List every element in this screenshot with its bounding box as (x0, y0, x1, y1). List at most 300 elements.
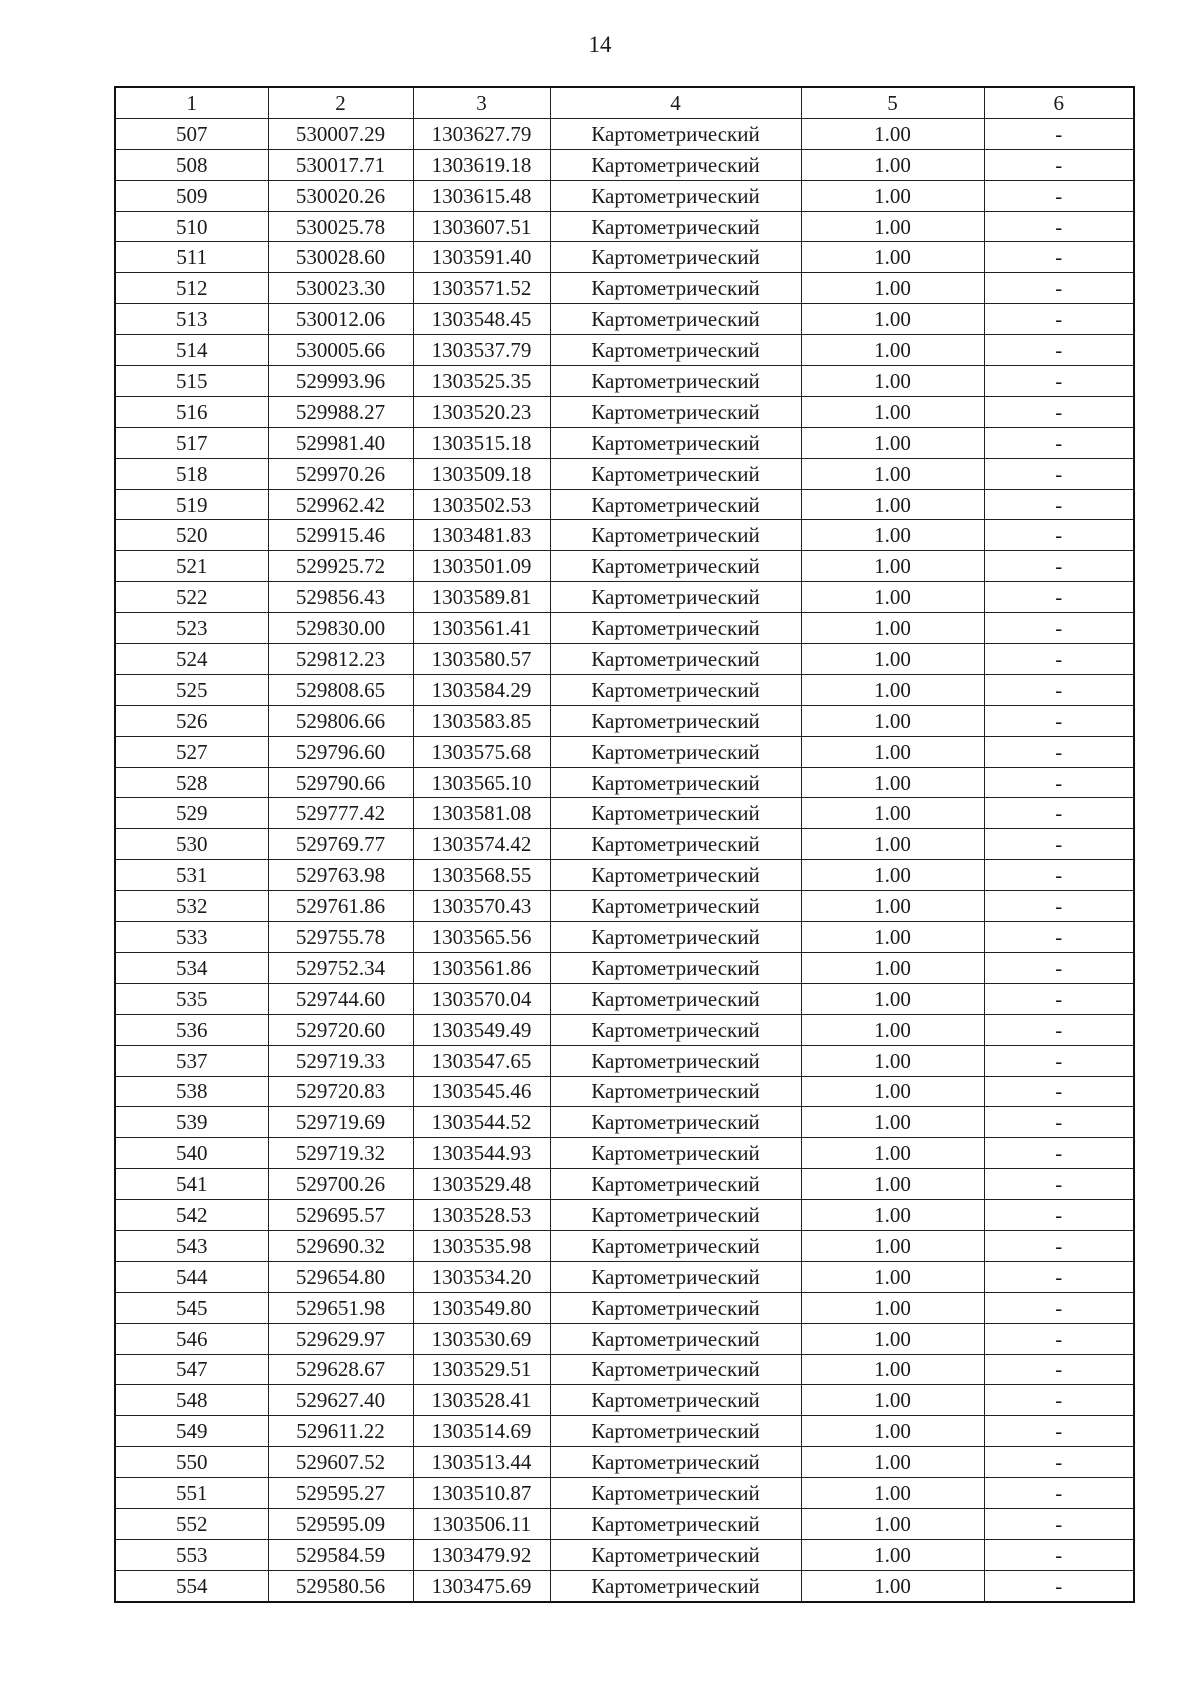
table-cell: 1.00 (801, 798, 984, 829)
table-cell: 1.00 (801, 1138, 984, 1169)
table-cell: 532 (115, 891, 268, 922)
table-cell: 529769.77 (268, 829, 413, 860)
table-cell: 1.00 (801, 582, 984, 613)
table-cell: 1.00 (801, 1478, 984, 1509)
table-cell: - (984, 396, 1134, 427)
table-cell: 1303535.98 (413, 1230, 550, 1261)
table-cell: 509 (115, 180, 268, 211)
table-cell: 543 (115, 1230, 268, 1261)
table-cell: 530020.26 (268, 180, 413, 211)
table-cell: - (984, 1416, 1134, 1447)
table-cell: - (984, 118, 1134, 149)
table-cell: 519 (115, 489, 268, 520)
table-cell: 1.00 (801, 180, 984, 211)
table-cell: 529627.40 (268, 1385, 413, 1416)
table-cell: - (984, 1230, 1134, 1261)
table-cell: - (984, 1570, 1134, 1601)
table-cell: 518 (115, 458, 268, 489)
table-row (115, 1416, 1134, 1447)
table-row (115, 489, 1134, 520)
table-cell: 529806.66 (268, 705, 413, 736)
table-cell: Картометрический (550, 1169, 801, 1200)
table-cell: 544 (115, 1261, 268, 1292)
table-cell: 513 (115, 304, 268, 335)
table-cell: - (984, 1354, 1134, 1385)
table-cell: - (984, 427, 1134, 458)
table-cell: 1303544.52 (413, 1107, 550, 1138)
table-cell: 1303547.65 (413, 1045, 550, 1076)
table-cell: - (984, 1292, 1134, 1323)
table-cell: 529763.98 (268, 860, 413, 891)
table-row (115, 705, 1134, 736)
table-cell: 1.00 (801, 705, 984, 736)
table-cell: 533 (115, 922, 268, 953)
table-cell: 1303501.09 (413, 551, 550, 582)
table-cell: - (984, 458, 1134, 489)
table-cell: - (984, 922, 1134, 953)
table-row (115, 1354, 1134, 1385)
table-cell: 529595.09 (268, 1508, 413, 1539)
table-cell: Картометрический (550, 644, 801, 675)
table-cell: 1.00 (801, 1323, 984, 1354)
table-cell: 529981.40 (268, 427, 413, 458)
header-cell: 1 (115, 87, 268, 118)
coordinates-table (114, 86, 1135, 1603)
table-cell: 1.00 (801, 1200, 984, 1231)
table-cell: 529970.26 (268, 458, 413, 489)
table-cell: 1.00 (801, 520, 984, 551)
table-cell: - (984, 860, 1134, 891)
table-cell: Картометрический (550, 952, 801, 983)
table-row (115, 613, 1134, 644)
page-number: 14 (588, 32, 612, 57)
table-row (115, 273, 1134, 304)
table-cell: 1303574.42 (413, 829, 550, 860)
table-row (115, 304, 1134, 335)
table-cell: 1.00 (801, 1539, 984, 1570)
table-cell: - (984, 891, 1134, 922)
table-cell: Картометрический (550, 396, 801, 427)
table-cell: Картометрический (550, 458, 801, 489)
table-cell: Картометрический (550, 613, 801, 644)
table-cell: 523 (115, 613, 268, 644)
table-cell: 1.00 (801, 829, 984, 860)
table-row (115, 674, 1134, 705)
table-cell: Картометрический (550, 1107, 801, 1138)
table-cell: Картометрический (550, 149, 801, 180)
table-cell: 1.00 (801, 644, 984, 675)
table-cell: Картометрический (550, 582, 801, 613)
table-cell: 529695.57 (268, 1200, 413, 1231)
table-cell: 1303528.53 (413, 1200, 550, 1231)
table-cell: 529744.60 (268, 983, 413, 1014)
table-cell: 1303520.23 (413, 396, 550, 427)
table-row (115, 1570, 1134, 1601)
table-cell: - (984, 1478, 1134, 1509)
header-cell: 5 (801, 87, 984, 118)
table-cell: 530023.30 (268, 273, 413, 304)
table-cell: Картометрический (550, 1570, 801, 1601)
table-cell: - (984, 273, 1134, 304)
table-cell: 1303529.48 (413, 1169, 550, 1200)
table-cell: 1.00 (801, 458, 984, 489)
table-cell: Картометрический (550, 273, 801, 304)
table-cell: 547 (115, 1354, 268, 1385)
table-cell: 549 (115, 1416, 268, 1447)
table-cell: 1303514.69 (413, 1416, 550, 1447)
table-cell: - (984, 1200, 1134, 1231)
table-cell: 546 (115, 1323, 268, 1354)
table-cell: 529752.34 (268, 952, 413, 983)
table-row (115, 1539, 1134, 1570)
table-cell: Картометрический (550, 798, 801, 829)
table-cell: Картометрический (550, 335, 801, 366)
table-cell: 529915.46 (268, 520, 413, 551)
table-cell: 1303549.49 (413, 1014, 550, 1045)
table-cell: 529700.26 (268, 1169, 413, 1200)
table-row (115, 551, 1134, 582)
table-cell: 529761.86 (268, 891, 413, 922)
table-cell: 529808.65 (268, 674, 413, 705)
table-cell: Картометрический (550, 1200, 801, 1231)
table-cell: Картометрический (550, 891, 801, 922)
table-cell: 1303568.55 (413, 860, 550, 891)
table-cell: 529856.43 (268, 582, 413, 613)
table-cell: - (984, 211, 1134, 242)
table-cell: Картометрический (550, 1508, 801, 1539)
table-row (115, 520, 1134, 551)
table-cell: 1303615.48 (413, 180, 550, 211)
table-cell: Картометрический (550, 180, 801, 211)
table-row (115, 1478, 1134, 1509)
table-cell: 529607.52 (268, 1447, 413, 1478)
table-cell: Картометрический (550, 1292, 801, 1323)
table-row (115, 860, 1134, 891)
table-cell: - (984, 1261, 1134, 1292)
table-cell: Картометрический (550, 520, 801, 551)
table-cell: Картометрический (550, 1478, 801, 1509)
table-cell: - (984, 705, 1134, 736)
table-cell: 1.00 (801, 1416, 984, 1447)
table-cell: 524 (115, 644, 268, 675)
table-cell: 1.00 (801, 1292, 984, 1323)
table-cell: 1.00 (801, 922, 984, 953)
table-cell: - (984, 489, 1134, 520)
table-cell: 1.00 (801, 1385, 984, 1416)
table-cell: 1303537.79 (413, 335, 550, 366)
table-cell: 1303589.81 (413, 582, 550, 613)
table-cell: - (984, 613, 1134, 644)
table-cell: 510 (115, 211, 268, 242)
table-cell: 529755.78 (268, 922, 413, 953)
table-cell: 517 (115, 427, 268, 458)
table-cell: 529830.00 (268, 613, 413, 644)
table-row (115, 1447, 1134, 1478)
table-cell: 551 (115, 1478, 268, 1509)
table-row (115, 1107, 1134, 1138)
table-cell: 553 (115, 1539, 268, 1570)
table-cell: - (984, 952, 1134, 983)
header-cell: 4 (550, 87, 801, 118)
table-cell: Картометрический (550, 1354, 801, 1385)
table-cell: 1.00 (801, 1076, 984, 1107)
table-cell: Картометрический (550, 829, 801, 860)
table-row (115, 829, 1134, 860)
table-cell: 1.00 (801, 1570, 984, 1601)
table-cell: 1.00 (801, 242, 984, 273)
table-cell: 529628.67 (268, 1354, 413, 1385)
table-row (115, 180, 1134, 211)
table-row (115, 1323, 1134, 1354)
table-cell: 529 (115, 798, 268, 829)
table-row (115, 1014, 1134, 1045)
table-cell: 1303571.52 (413, 273, 550, 304)
table-cell: 530005.66 (268, 335, 413, 366)
table-cell: 1303502.53 (413, 489, 550, 520)
table-cell: 542 (115, 1200, 268, 1231)
table-row (115, 427, 1134, 458)
table-row (115, 335, 1134, 366)
table-cell: Картометрический (550, 427, 801, 458)
table-cell: 1303570.04 (413, 983, 550, 1014)
table-row (115, 366, 1134, 397)
table-cell: 520 (115, 520, 268, 551)
table-cell: 511 (115, 242, 268, 273)
table-cell: 1303479.92 (413, 1539, 550, 1570)
table-cell: 1.00 (801, 891, 984, 922)
table-cell: Картометрический (550, 1076, 801, 1107)
table-row (115, 1076, 1134, 1107)
table-cell: 1.00 (801, 273, 984, 304)
table-cell: Картометрический (550, 211, 801, 242)
table-row (115, 458, 1134, 489)
table-cell: 1303529.51 (413, 1354, 550, 1385)
table-cell: - (984, 551, 1134, 582)
table-cell: - (984, 736, 1134, 767)
table-row (115, 1200, 1134, 1231)
table-row (115, 1261, 1134, 1292)
table-cell: 1.00 (801, 952, 984, 983)
table-cell: Картометрический (550, 1539, 801, 1570)
table-cell: Картометрический (550, 1261, 801, 1292)
table-cell: 1303584.29 (413, 674, 550, 705)
table-cell: 1303528.41 (413, 1385, 550, 1416)
table-row (115, 1169, 1134, 1200)
table-cell: - (984, 1014, 1134, 1045)
table-cell: 1.00 (801, 1014, 984, 1045)
table-cell: - (984, 149, 1134, 180)
table-cell: 1303591.40 (413, 242, 550, 273)
table-cell: 529790.66 (268, 767, 413, 798)
table-cell: 526 (115, 705, 268, 736)
table-cell: 1.00 (801, 149, 984, 180)
table-cell: 548 (115, 1385, 268, 1416)
table-cell: 529812.23 (268, 644, 413, 675)
table-cell: 1303534.20 (413, 1261, 550, 1292)
table-cell: 525 (115, 674, 268, 705)
table-cell: - (984, 242, 1134, 273)
table-row (115, 644, 1134, 675)
table-cell: 1.00 (801, 983, 984, 1014)
table-cell: 528 (115, 767, 268, 798)
table-cell: 538 (115, 1076, 268, 1107)
table-row (115, 1385, 1134, 1416)
table-cell: 536 (115, 1014, 268, 1045)
table-row (115, 767, 1134, 798)
table-cell: 1303607.51 (413, 211, 550, 242)
table-cell: 1303581.08 (413, 798, 550, 829)
table-cell: 1.00 (801, 613, 984, 644)
table-cell: 1.00 (801, 1045, 984, 1076)
table-cell: 1303506.11 (413, 1508, 550, 1539)
table-cell: 1303510.87 (413, 1478, 550, 1509)
table-cell: 1303475.69 (413, 1570, 550, 1601)
table-cell: 1303565.10 (413, 767, 550, 798)
table-cell: - (984, 1138, 1134, 1169)
table-cell: 516 (115, 396, 268, 427)
table-cell: Картометрический (550, 1323, 801, 1354)
table-cell: 531 (115, 860, 268, 891)
table-cell: 1.00 (801, 489, 984, 520)
table-cell: 1.00 (801, 1354, 984, 1385)
table-cell: 1303570.43 (413, 891, 550, 922)
table-cell: Картометрический (550, 736, 801, 767)
table-cell: 522 (115, 582, 268, 613)
table-row (115, 983, 1134, 1014)
table-cell: 515 (115, 366, 268, 397)
table-row (115, 582, 1134, 613)
table-row (115, 149, 1134, 180)
table-cell: 537 (115, 1045, 268, 1076)
table-cell: 530028.60 (268, 242, 413, 273)
table-row (115, 1045, 1134, 1076)
table-cell: - (984, 829, 1134, 860)
table-cell: 507 (115, 118, 268, 149)
table-cell: 529611.22 (268, 1416, 413, 1447)
table-cell: 529654.80 (268, 1261, 413, 1292)
table-cell: Картометрический (550, 1416, 801, 1447)
table-cell: Картометрический (550, 705, 801, 736)
table-cell: 1303509.18 (413, 458, 550, 489)
table-cell: 508 (115, 149, 268, 180)
table-cell: Картометрический (550, 674, 801, 705)
table-cell: 1.00 (801, 1508, 984, 1539)
table-cell: 534 (115, 952, 268, 983)
table-cell: Картометрический (550, 551, 801, 582)
table-cell: Картометрический (550, 983, 801, 1014)
table-cell: 530 (115, 829, 268, 860)
table-row (115, 952, 1134, 983)
header-cell: 3 (413, 87, 550, 118)
table-cell: - (984, 520, 1134, 551)
table-cell: 530025.78 (268, 211, 413, 242)
table-cell: Картометрический (550, 1230, 801, 1261)
table-cell: 529720.60 (268, 1014, 413, 1045)
table-cell: 530017.71 (268, 149, 413, 180)
table-cell: - (984, 798, 1134, 829)
table-cell: 1303575.68 (413, 736, 550, 767)
table-cell: 1.00 (801, 674, 984, 705)
table-cell: 1.00 (801, 1107, 984, 1138)
table-row (115, 1292, 1134, 1323)
table-cell: 539 (115, 1107, 268, 1138)
table-cell: 1303619.18 (413, 149, 550, 180)
table-cell: - (984, 1508, 1134, 1539)
table-cell: 1.00 (801, 335, 984, 366)
table-cell: Картометрический (550, 304, 801, 335)
table-cell: Картометрический (550, 366, 801, 397)
table-cell: Картометрический (550, 118, 801, 149)
header-cell: 6 (984, 87, 1134, 118)
table-cell: - (984, 1169, 1134, 1200)
table-cell: 1.00 (801, 1261, 984, 1292)
table-cell: - (984, 1539, 1134, 1570)
table-cell: 1303565.56 (413, 922, 550, 953)
table-row (115, 922, 1134, 953)
table-cell: 1.00 (801, 427, 984, 458)
table-cell: 529988.27 (268, 396, 413, 427)
table-cell: 550 (115, 1447, 268, 1478)
table-cell: 529629.97 (268, 1323, 413, 1354)
table-cell: 1.00 (801, 118, 984, 149)
table-cell: - (984, 1076, 1134, 1107)
table-cell: 1303481.83 (413, 520, 550, 551)
table-cell: 529925.72 (268, 551, 413, 582)
table-cell: 1.00 (801, 366, 984, 397)
table-cell: 1303549.80 (413, 1292, 550, 1323)
table-cell: 529719.69 (268, 1107, 413, 1138)
table-row (115, 211, 1134, 242)
table-cell: 1.00 (801, 396, 984, 427)
table-cell: 1.00 (801, 304, 984, 335)
table-row (115, 118, 1134, 149)
table-cell: 529777.42 (268, 798, 413, 829)
table-cell: 545 (115, 1292, 268, 1323)
table-cell: 1303561.86 (413, 952, 550, 983)
table-cell: - (984, 582, 1134, 613)
table-row (115, 798, 1134, 829)
table-cell: - (984, 1447, 1134, 1478)
table-row (115, 396, 1134, 427)
table-cell: Картометрический (550, 860, 801, 891)
table-cell: 529796.60 (268, 736, 413, 767)
table-cell: 1303515.18 (413, 427, 550, 458)
table-cell: 1303583.85 (413, 705, 550, 736)
table-cell: 1.00 (801, 211, 984, 242)
table-cell: 514 (115, 335, 268, 366)
table-cell: 1.00 (801, 767, 984, 798)
header-cell: 2 (268, 87, 413, 118)
table-cell: 540 (115, 1138, 268, 1169)
table-cell: Картометрический (550, 489, 801, 520)
table-row (115, 736, 1134, 767)
table-cell: - (984, 1107, 1134, 1138)
table-cell: 529651.98 (268, 1292, 413, 1323)
table-cell: Картометрический (550, 1385, 801, 1416)
table-row (115, 1230, 1134, 1261)
table-cell: 554 (115, 1570, 268, 1601)
table-cell: - (984, 366, 1134, 397)
table-cell: 1.00 (801, 736, 984, 767)
table-cell: 552 (115, 1508, 268, 1539)
table-row (115, 891, 1134, 922)
table-cell: 1.00 (801, 1169, 984, 1200)
table-cell: - (984, 767, 1134, 798)
table-cell: Картометрический (550, 922, 801, 953)
table-cell: 512 (115, 273, 268, 304)
table-cell: 529720.83 (268, 1076, 413, 1107)
table-cell: - (984, 1385, 1134, 1416)
